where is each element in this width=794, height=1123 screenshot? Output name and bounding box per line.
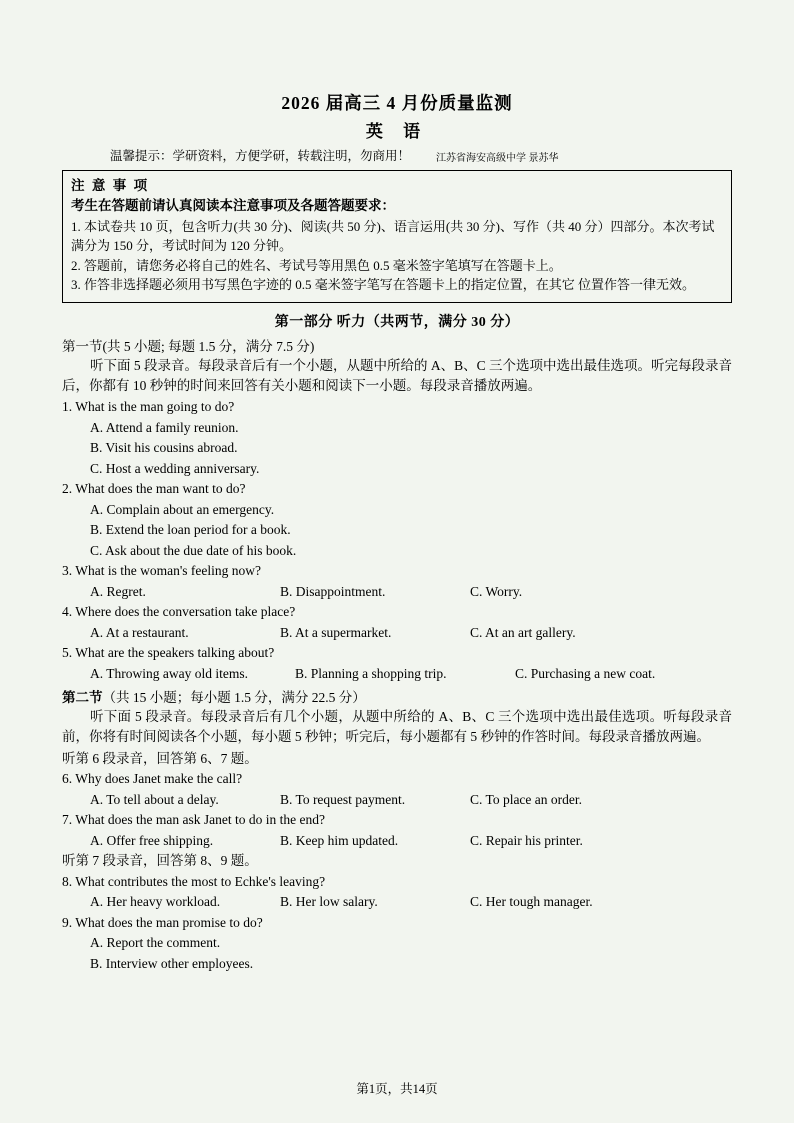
question-stem: 9. What does the man promise to do? <box>62 914 263 930</box>
option-item[interactable]: A. At a restaurant. <box>90 624 189 640</box>
notice-item: 1. 本试卷共 10 页，包含听力(共 30 分)、阅读(共 50 分)、语言运用(共 30 分)、写作（共 40 分）四部分。本次考试满分为 150 分，考试时间为 120 分钟。 <box>71 218 715 253</box>
option-item[interactable]: B. Visit his cousins abroad. <box>90 440 238 456</box>
option-item[interactable]: B. To request payment. <box>280 791 406 807</box>
question-stem: 8. What contributes the most to Echke's leaving? <box>62 873 326 889</box>
option-item[interactable]: B. Interview other employees. <box>90 955 254 971</box>
option-block <box>62 418 732 480</box>
option-block <box>62 790 732 811</box>
question-stem: 1. What is the man going to do? <box>62 399 235 414</box>
option-item[interactable]: C. Host a wedding anniversary. <box>90 460 260 476</box>
question-stem: 2. What does the man want to do? <box>62 481 246 497</box>
option-block <box>62 623 732 644</box>
option-item[interactable]: A. Her heavy workload. <box>90 894 221 910</box>
question-stem: 3. What is the woman's feeling now? <box>62 563 262 579</box>
option-item[interactable]: B. Her low salary. <box>280 894 378 910</box>
option-block <box>62 933 732 974</box>
section-two-head <box>62 686 732 706</box>
section-one-head: 第一节(共 5 小题; 每题 1.5 分，满分 7.5 分) <box>62 338 315 354</box>
notice-item: 2. 答题前，请您务必将自己的姓名、考试号等用黑色 0.5 毫米签字笔填写在答题卡上。 <box>71 257 562 273</box>
option-block <box>62 664 732 685</box>
option-item[interactable]: C. Repair his printer. <box>470 832 583 848</box>
notice-heading: 注 意 事 项 <box>71 178 150 193</box>
question-stem: 6. Why does Janet make the call? <box>62 771 243 787</box>
page-title: 2026 届高三 4 月份质量监测 <box>281 93 513 113</box>
notice-box <box>62 170 732 303</box>
option-item[interactable]: A. Report the comment. <box>90 935 221 951</box>
question-stem: 7. What does the man ask Janet to do in the end? <box>62 812 325 828</box>
section-two-head-bold: 第二节 <box>62 690 103 706</box>
page-footer: 第1页，共14页 <box>356 1082 438 1096</box>
question-stem: 5. What are the speakers talking about? <box>62 645 275 661</box>
tip-row <box>62 146 732 164</box>
option-item[interactable]: B. At a supermarket. <box>280 624 392 640</box>
listen-line: 听第 6 段录音，回答第 6、7 题。 <box>62 750 258 766</box>
tip-left-text: 温馨提示：学研资料，方便学研，转载注明，勿商用！ <box>110 149 411 163</box>
notice-item: 3. 作答非选择题必须用书写黑色字迹的 0.5 毫米签字笔写在答题卡上的指定位置，在其它 位置作答一律无效。 <box>71 277 696 292</box>
option-item[interactable]: A. To tell about a delay. <box>90 791 219 807</box>
option-item[interactable]: C. At an art gallery. <box>470 624 576 640</box>
option-item[interactable]: A. Complain about an emergency. <box>90 501 275 517</box>
option-item[interactable]: A. Attend a family reunion. <box>90 419 239 435</box>
option-item[interactable]: B. Disappointment. <box>280 583 386 599</box>
option-block <box>62 892 732 913</box>
option-block <box>62 500 732 562</box>
option-item[interactable]: C. To place an order. <box>470 791 583 807</box>
section-two-head-rest: （共 15 小题；每小题 1.5 分，满分 22.5 分） <box>102 690 366 706</box>
option-item[interactable]: C. Her tough manager. <box>470 894 593 910</box>
option-item[interactable]: A. Offer free shipping. <box>90 832 214 848</box>
tip-right-text: 江苏省海安高级中学 景苏华 <box>436 153 559 164</box>
option-item[interactable]: C. Ask about the due date of his book. <box>90 542 297 558</box>
option-item[interactable]: B. Keep him updated. <box>280 832 399 848</box>
option-item[interactable]: C. Worry. <box>470 583 523 599</box>
question-stem: 4. Where does the conversation take place? <box>62 604 296 620</box>
option-item[interactable]: A. Throwing away old items. <box>90 665 248 681</box>
option-item[interactable]: B. Extend the loan period for a book. <box>90 522 291 538</box>
option-block <box>62 831 732 852</box>
page-subtitle: 英 语 <box>365 122 429 141</box>
option-item[interactable]: C. Purchasing a new coat. <box>515 665 656 681</box>
notice-subheading: 考生在答题前请认真阅读本注意事项及各题答题要求： <box>71 198 395 214</box>
part-one-title: 第一部分 听力（共两节，满分 30 分） <box>274 314 520 330</box>
option-item[interactable]: A. Regret. <box>90 583 146 599</box>
section-two-instruction: 听下面 5 段录音。每段录音后有几个小题，从题中所给的 A、B、C 三个选项中选出最佳选项。听每段录音前，你将有时间阅读各个小题，每小题 5 秒钟；听完后，每小题都有 5 秒钟的作答时间。每段录音播放两遍。 <box>62 709 732 745</box>
option-item[interactable]: B. Planning a shopping trip. <box>295 665 447 681</box>
listen-line: 听第 7 段录音，回答第 8、9 题。 <box>62 853 258 869</box>
section-one-instruction: 听下面 5 段录音。每段录音后有一个小题，从题中所给的 A、B、C 三个选项中选出最佳选项。听完每段录音后，你都有 10 秒钟的时间来回答有关小题和阅读下一小题。每段录音播放两遍。 <box>62 357 733 393</box>
option-block <box>62 582 732 603</box>
